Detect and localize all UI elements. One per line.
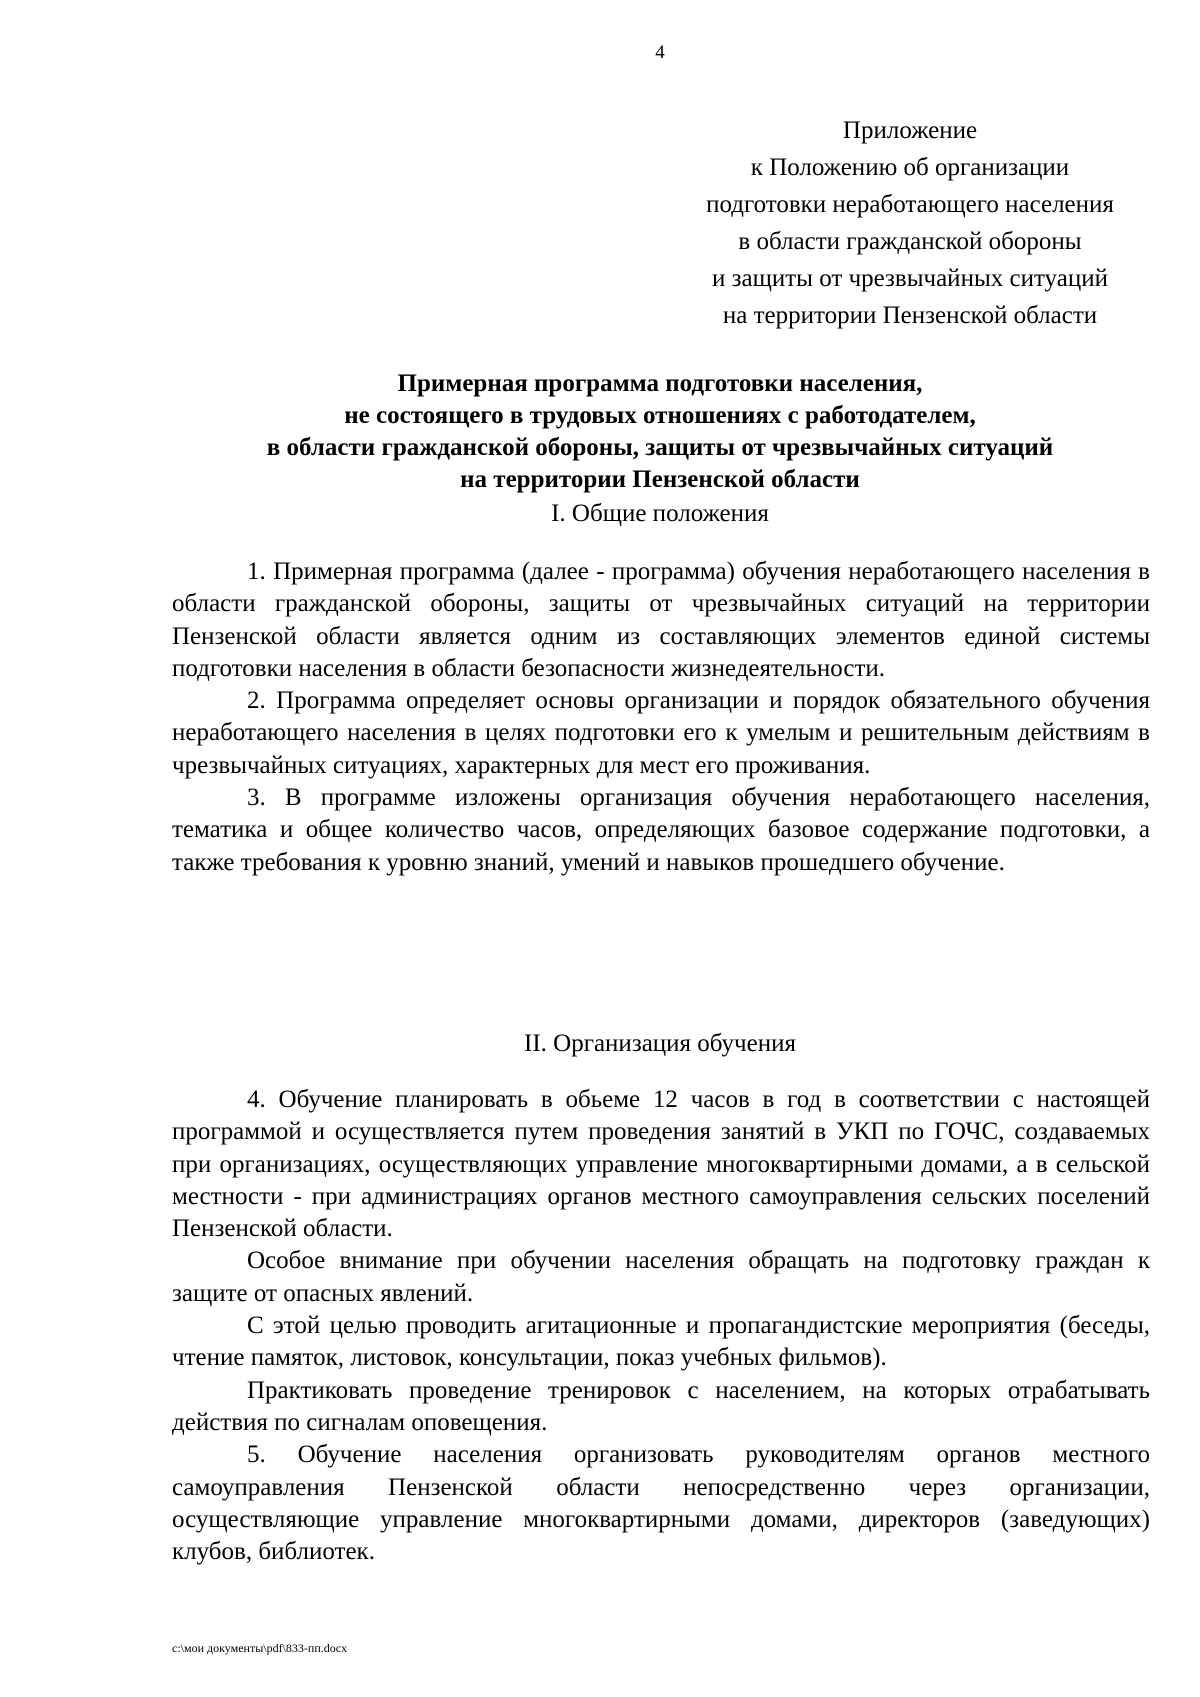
document-title bbox=[165, 368, 1155, 496]
paragraph: С этой целью проводить агитационные и пропагандистские мероприятия (беседы, чтение памяток, листовок, консультации, показ учебных фильмов). bbox=[172, 1312, 1150, 1372]
title-line: на территории Пензенской области bbox=[460, 466, 860, 493]
file-path-footer: c:\мои документы\pdf\833-пп.docx bbox=[172, 1641, 348, 1655]
paragraph: 4. Обучение планировать в обьеме 12 часов в год в соответствии с настоящей программой и осуществляется путем проведения занятий в УКП по ГОЧС, создаваемых при организациях, осуществляющих управление многоквартирными домами, а в сельской местности - при администрациях органов местного самоуправления сельских поселений Пензенской области. bbox=[172, 1086, 1150, 1243]
section-body-general bbox=[172, 556, 1150, 879]
appendix-line: на территории Пензенской области bbox=[722, 302, 1098, 329]
appendix-line: Приложение bbox=[842, 117, 978, 144]
appendix-line: к Положению об организации bbox=[750, 154, 1070, 181]
appendix-block bbox=[660, 112, 1160, 334]
paragraph: Особое внимание при обучении населения обращать на подготовку граждан к защите от опасных явлений. bbox=[172, 1247, 1150, 1307]
paragraph: 1. Примерная программа (далее - программа) обучения неработающего населения в области гражданской обороны, защиты от чрезвычайных ситуаций на территории Пензенской области является одним из составляющих элементов единой системы подготовки населения в области безопасности жизнедеятельности. bbox=[172, 558, 1150, 682]
section-heading-general: I. Общие положения bbox=[551, 500, 769, 527]
appendix-line: и защиты от чрезвычайных ситуаций bbox=[712, 265, 1108, 292]
appendix-line: подготовки неработающего населения bbox=[706, 191, 1114, 218]
page-number: 4 bbox=[655, 42, 665, 63]
appendix-line: в области гражданской обороны bbox=[738, 228, 1082, 255]
paragraph: Практиковать проведение тренировок с населением, на которых отрабатывать действия по сигналам оповещения. bbox=[172, 1376, 1150, 1436]
section-heading-organization: II. Организация обучения bbox=[524, 1030, 796, 1057]
paragraph: 2. Программа определяет основы организации и порядок обязательного обучения неработающего населения в целях подготовки его к умелым и решительным действиям в чрезвычайных ситуациях, характерных для мест его проживания. bbox=[172, 687, 1150, 779]
title-line: не состоящего в трудовых отношениях с работодателем, bbox=[344, 402, 976, 429]
paragraph: 5. Обучение населения организовать руководителям органов местного самоуправления Пензенской области непосредственно через организации, осуществляющие управление многоквартирными домами, директоров (заведующих) клубов, библиотек. bbox=[172, 1441, 1150, 1566]
paragraph: 3. В программе изложены организация обучения неработающего населения, тематика и общее количество часов, определяющих базовое содержание подготовки, а также требования к уровню знаний, умений и навыков прошедшего обучение. bbox=[172, 784, 1150, 876]
title-line: Примерная программа подготовки населения, bbox=[397, 370, 923, 397]
section-body-organization bbox=[172, 1084, 1150, 1568]
title-line: в области гражданской обороны, защиты от чрезвычайных ситуаций bbox=[266, 434, 1054, 461]
